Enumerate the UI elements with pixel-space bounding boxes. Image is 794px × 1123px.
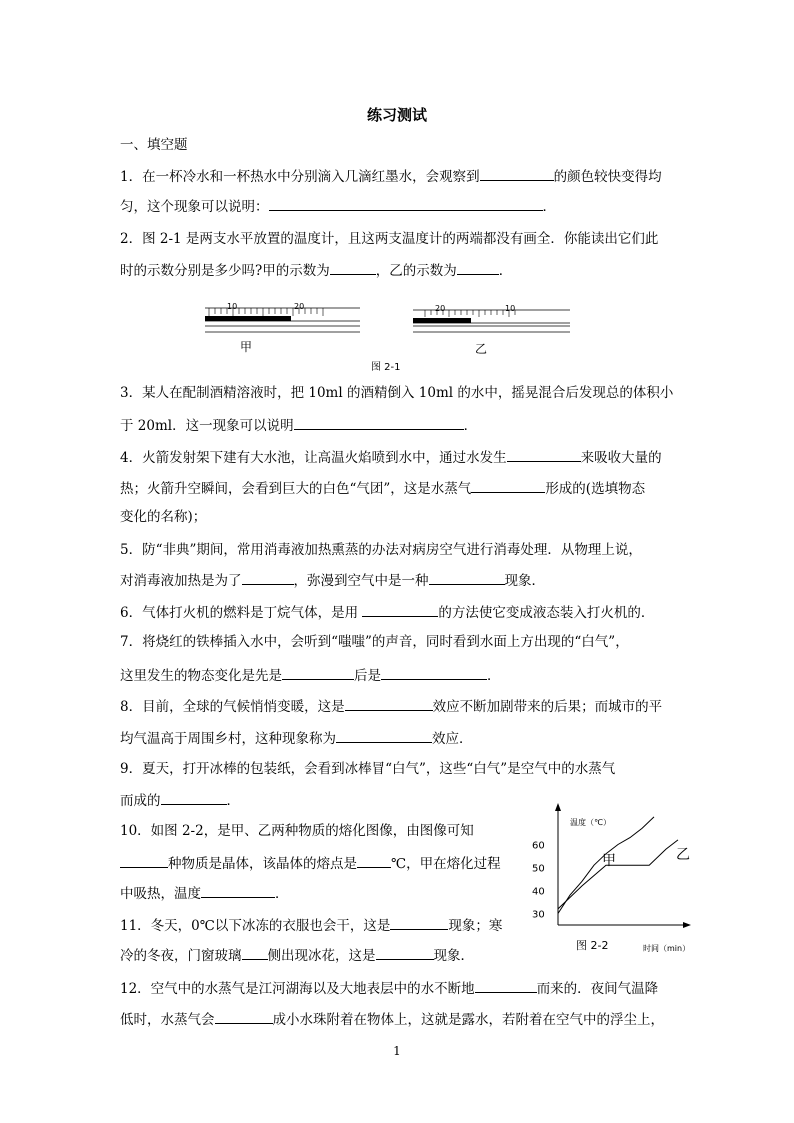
question-1-line-1: 1．在一杯冷水和一杯热水中分别滴入几滴红墨水，会观察到 的颜色较快变得均 — [120, 165, 662, 187]
question-11-line-2: 冷的冬夜，门窗玻璃 侧出现冰花，这是 现象． — [120, 944, 474, 966]
answer-blank[interactable] — [161, 789, 227, 805]
question-8-line-1: 8．目前，全球的气候悄悄变暖，这是 效应不断加剧带来的后果；而城市的平 — [120, 695, 662, 717]
question-7-line-1: 7．将烧红的铁棒插入水中，会听到“嗤嗤”的声音，同时看到水面上方出现的“白气”， — [120, 634, 629, 650]
x-axis-arrow — [683, 922, 691, 928]
melting-chart — [518, 800, 708, 960]
question-4-line-2: 热；火箭升空瞬间，会看到巨大的白色“气团”，这是水蒸气 形成的(选填物态 — [120, 477, 645, 499]
answer-blank[interactable] — [242, 569, 294, 585]
answer-blank[interactable] — [480, 165, 554, 181]
tick-label: 10 — [505, 304, 516, 313]
question-2-line-2: 时的示数分别是多少吗?甲的示数为 ，乙的示数为 ． — [120, 259, 512, 281]
answer-blank[interactable] — [282, 664, 354, 680]
question-12-line-2: 低时，水蒸气会 成小水珠附着在物体上，这就是露水，若附着在空气中的浮尘上， — [120, 1008, 664, 1030]
chart-caption: 图 2-2 — [576, 939, 609, 952]
answer-blank[interactable] — [362, 601, 438, 617]
page-title: 练习测试 — [366, 106, 427, 124]
question-9-line-2: 而成的 ． — [120, 789, 240, 811]
tick-label: 10 — [227, 302, 238, 311]
section-heading: 一、填空题 — [120, 137, 188, 153]
question-1-line-2: 匀，这个现象可以说明： ． — [120, 195, 556, 217]
page-number: 1 — [393, 1044, 401, 1058]
answer-blank[interactable] — [475, 977, 537, 993]
tick-label: 20 — [294, 302, 305, 311]
thermometer-figure — [195, 296, 575, 372]
answer-blank[interactable] — [242, 944, 268, 960]
answer-blank[interactable] — [336, 727, 432, 743]
answer-blank[interactable] — [330, 259, 376, 275]
question-12-line-1: 12．空气中的水蒸气是江河湖海以及大地表层中的水不断地 而来的．夜间气温降 — [120, 977, 658, 999]
x-axis-label: 时间（min） — [643, 944, 691, 953]
question-8-line-2: 均气温高于周围乡村，这种现象称为 效应． — [120, 727, 473, 749]
answer-blank[interactable] — [457, 259, 499, 275]
question-6: 6．气体打火机的燃料是丁烷气体，是用 的方法使它变成液态装入打火机的． — [120, 601, 654, 623]
question-4-line-3: 变化的名称)； — [120, 509, 207, 525]
thermometer-label-yi: 乙 — [475, 342, 488, 356]
y-tick-label: 30 — [532, 909, 545, 921]
question-11-line-1: 11．冬天，0℃以下冰冻的衣服也会干，这是 现象；寒 — [120, 914, 502, 936]
y-tick-label: 60 — [532, 840, 545, 852]
question-3-line-1: 3．某人在配制酒精溶液时，把 10ml 的酒精倒入 10ml 的水中，摇晃混合后发现总的体积小 — [120, 385, 674, 401]
question-10-line-3: 中吸热，温度 ． — [120, 882, 289, 904]
answer-blank[interactable] — [201, 882, 275, 898]
y-tick-label: 50 — [532, 863, 545, 875]
answer-blank[interactable] — [294, 414, 464, 430]
question-2-line-1: 2．图 2-1 是两支水平放置的温度计，且这两支温度计的两端都没有画全．你能读出它们此 — [120, 231, 659, 247]
series-label: 甲 — [602, 853, 616, 870]
answer-blank[interactable] — [120, 852, 168, 868]
answer-blank[interactable] — [390, 914, 448, 930]
question-7-line-2: 这里发生的物态变化是先是 后是 ． — [120, 664, 501, 686]
question-3-line-2: 于 20ml．这一现象可以说明 ． — [120, 414, 477, 436]
question-5-line-2: 对消毒液加热是为了 ，弥漫到空气中是一种 现象． — [120, 569, 545, 591]
question-4-line-1: 4．火箭发射架下建有大水池，让高温火焰喷到水中，通过水发生 来吸收大量的 — [120, 446, 662, 468]
answer-blank[interactable] — [376, 944, 434, 960]
answer-blank[interactable] — [345, 695, 433, 711]
answer-blank[interactable] — [269, 195, 543, 211]
y-tick-label: 40 — [532, 886, 545, 898]
answer-blank[interactable] — [357, 852, 391, 868]
question-5-line-1: 5．防“非典”期间，常用消毒液加热熏蒸的办法对病房空气进行消毒处理．从物理上说， — [120, 542, 642, 558]
answer-blank[interactable] — [381, 664, 487, 680]
tick-label: 20 — [435, 304, 446, 313]
answer-blank[interactable] — [471, 477, 545, 493]
y-axis-arrow — [555, 803, 561, 811]
figure-caption: 图 2-1 — [371, 362, 401, 372]
series-line-yi — [558, 840, 678, 909]
thermometer-label-jia: 甲 — [240, 340, 253, 354]
thermometer-jia — [205, 302, 360, 354]
question-9-line-1: 9．夏天，打开冰棒的包装纸，会看到冰棒冒“白气”，这些“白气”是空气中的水蒸气 — [120, 761, 616, 777]
y-axis-label: 温度（℃） — [570, 818, 611, 827]
answer-blank[interactable] — [507, 446, 581, 462]
question-10-line-2: 种物质是晶体，该晶体的熔点是 ℃，甲在熔化过程 — [120, 852, 501, 874]
answer-blank[interactable] — [215, 1008, 273, 1024]
answer-blank[interactable] — [429, 569, 505, 585]
question-10-line-1: 10．如图 2-2，是甲、乙两种物质的熔化图像，由图像可知 — [120, 823, 474, 839]
series-label: 乙 — [676, 847, 690, 864]
thermometer-yi — [413, 304, 570, 356]
